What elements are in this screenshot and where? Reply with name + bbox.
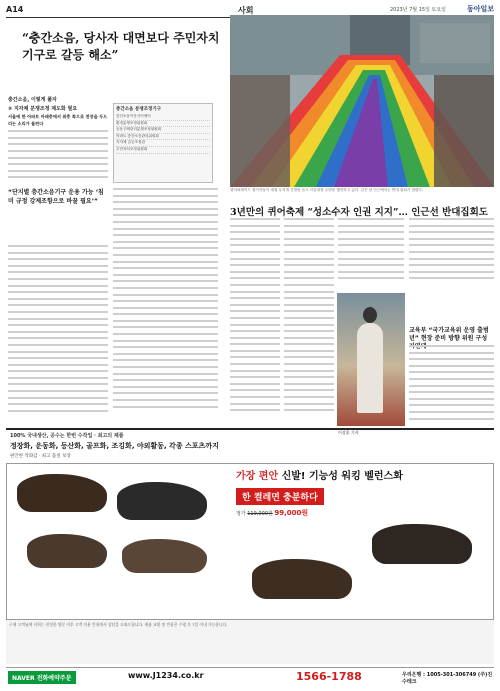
price-original: 119,000원 — [247, 511, 273, 517]
shoe-image — [27, 534, 107, 568]
interview-lead — [8, 114, 108, 186]
body-col-1 — [8, 245, 108, 423]
interview-subhead: “단지별 층간소음기구 운용 가능 ‘침미 규정 강제조항으로 바꿀 필요’” — [8, 189, 104, 205]
interview-issue: ⑤ 지자체 분쟁조정 제도화 필요 — [8, 106, 78, 112]
main-col-2 — [284, 218, 334, 426]
ad-right — [232, 464, 494, 620]
main-col-3 — [338, 218, 404, 290]
ad-phone[interactable]: 1566-1788 — [296, 670, 362, 683]
ad-headline — [232, 464, 494, 485]
box-row: 지자체 갈등조정관 — [116, 140, 210, 147]
lead-text: 서울에 한 아파트 아래층에서 위층 쪽으로 천장을 두드리는 소리가 들린다 — [8, 114, 108, 126]
ad-left — [7, 464, 227, 620]
box-row: 아파트 층간소음관리위원회 — [116, 134, 210, 141]
sidebar-headline: 교육부 “국가교육위 운영 출범 년” 현장 준비 방향 위원 구성 — [409, 327, 489, 342]
naver-search-badge[interactable]: NAVER 전화예약주문 — [8, 671, 76, 684]
body-col-2 — [113, 188, 218, 423]
box-title: 층간소음 분쟁조정기구 — [116, 107, 162, 112]
ad-bank: 우리은행 : 1005-301-306749 (주)진수테크 — [402, 672, 493, 685]
interview-quote: “충간소음, 당사자 대면보다 주민자치기구로 갈등 해소” — [22, 31, 220, 62]
shoe-image — [122, 539, 207, 573]
ad-notice: 구매 고객님께 저희는 진정한 방문 이후 고객 이용 안내에서 상담을 도와드립니다. 제품 교환 및 반품은 수령 후 7일 이내 가능합니다. — [6, 620, 494, 664]
photo2-credit: 이상훈 기자 — [338, 430, 359, 435]
box-row: 공동주택관리분쟁조정위원회 — [116, 127, 210, 134]
dateline: 2023년 7월 15일 토요일 — [389, 7, 446, 13]
shoe-image — [117, 482, 207, 520]
ad-top-line: 100% 국내생산, 공수는 한번 수작업 · 최고의 제품 — [10, 433, 124, 439]
parade-photo — [230, 15, 494, 187]
page-number: A14 — [6, 5, 24, 14]
ad-headline-a: 가장 편안 — [236, 471, 282, 482]
ad-sub-line: 편안한 착화감 · 최고 품질 보장 — [10, 454, 71, 459]
performer-photo — [337, 293, 405, 426]
main-col-1 — [230, 218, 280, 426]
masthead: 동아일보 — [466, 4, 494, 13]
ad-website[interactable]: www.J1234.co.kr — [128, 671, 204, 680]
ad-price — [232, 508, 494, 518]
ad-headline-b: 신발! 기능성 워킹 벨런스화 — [281, 471, 403, 482]
main-headline: 3년만의 퀴어축제 “성소수자 인권 지지”… 인근선 반대집회도 — [230, 207, 488, 218]
box-row: 주민자치조정위원회 — [116, 147, 210, 154]
box-row: 환경분쟁조정위원회 — [116, 121, 210, 128]
sidebar-body — [409, 345, 494, 425]
ad-footer — [6, 667, 494, 689]
ad-badge: 한 켤레면 충분하다 — [236, 488, 324, 505]
photo-caption: 퀴어퍼레이드 참가자들이 대형 무지개 깃발을 들고 서울광장 주변을 행진하고 있다. 같은 날 인근에서는 반대 집회가 열렸다. — [230, 188, 423, 192]
shoe-ad — [6, 463, 494, 620]
box-row: 층간소음이웃사이센터 — [116, 114, 210, 121]
performer-head — [363, 307, 377, 323]
price-label: 정가 — [236, 511, 248, 517]
lead-text-lines — [8, 130, 108, 178]
main-col-4 — [409, 218, 494, 290]
interview-byline: 충간소음, 이렇게 풀자 — [8, 97, 57, 103]
section-name: 사회 — [238, 6, 254, 15]
shoe-image — [372, 524, 472, 564]
performer-figure — [357, 323, 383, 413]
shoe-image — [17, 474, 107, 512]
shoe-image — [252, 559, 352, 599]
ad-brand-line: 정장화, 운동화, 등산화, 골프화, 조깅화, 야외활동, 각종 스포츠까지 — [10, 442, 219, 450]
dispute-box — [113, 103, 213, 183]
price-sale: 99,000원 — [274, 509, 309, 517]
